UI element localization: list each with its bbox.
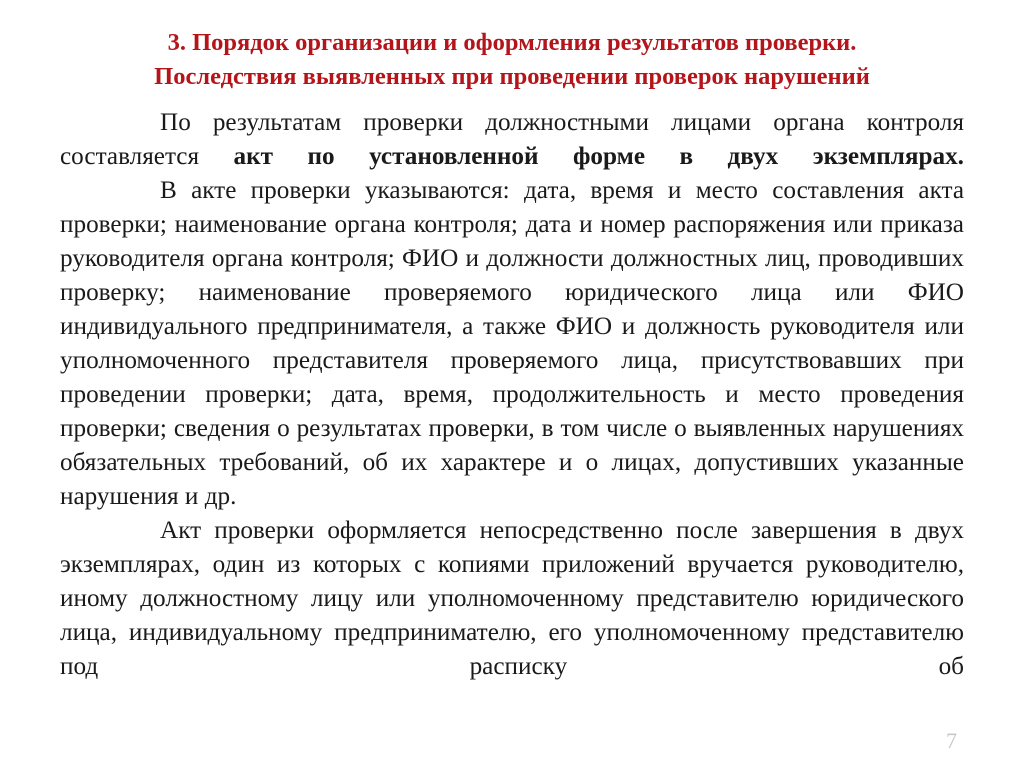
title-line-2: Последствия выявленных при проведении проверок нарушений	[154, 63, 870, 90]
paragraph-1-text: По результатам проверки должностными лицами органа контроля составляется	[60, 109, 964, 170]
paragraph-1	[60, 106, 964, 174]
paragraph-3: Акт проверки оформляется непосредственно после завершения в двух экземплярах, один из которых с копиями приложений вручается руководителю, иному должностному лицу или уполномоченному представителю юридического лица, индивидуальному предпринимателю, его уполномоченному представителю под расписку об	[60, 517, 964, 680]
paragraph-1-bold-text: акт по установленной форме в двух экземплярах.	[233, 143, 964, 170]
title-line-1: 3. Порядок организации и оформления результатов проверки.	[167, 29, 857, 56]
slide-body	[60, 106, 964, 684]
slide-title	[40, 26, 984, 94]
page-number: 7	[946, 728, 957, 753]
paragraph-2: В акте проверки указываются: дата, время и место составления акта проверки; наименование органа контроля; дата и номер распоряжения или приказа руководителя органа контроля; ФИО и должности должностных лиц, проводивших проверку; наименование проверяемого юридического лица или ФИО индивидуального предпринимателя, а также ФИО и должность руководителя или уполномоченного представителя проверяемого лица, присутствовавших при проведении проверки; дата, время, продолжительность и место проведения проверки; сведения о результатах проверки, в том числе о выявленных нарушениях обязательных требований, об их характере и о лицах, допустивших указанные нарушения и др.	[60, 177, 964, 510]
